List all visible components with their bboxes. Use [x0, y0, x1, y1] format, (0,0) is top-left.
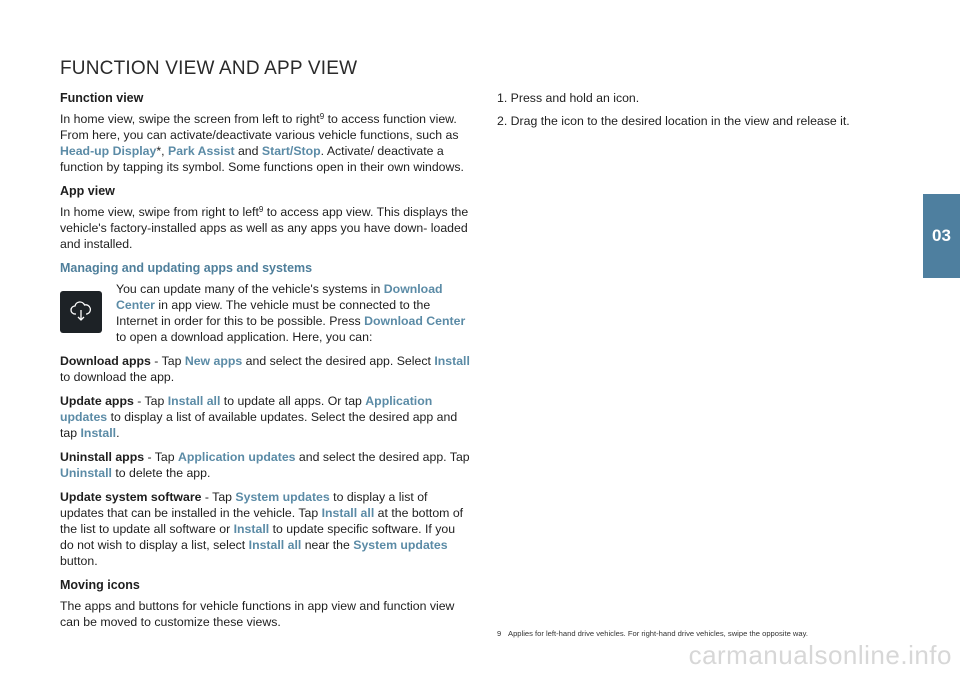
text-run: at the bottom of the list to update all software or [60, 506, 464, 536]
park-assist-term: Park Assist [168, 144, 235, 158]
application-updates-term: Application updates [178, 450, 296, 464]
text-run: - Tap [133, 394, 168, 408]
text-run: to delete the app. [111, 466, 211, 480]
term-label: Update apps [60, 394, 134, 408]
text-run: . [116, 426, 120, 440]
text-run: - Tap [150, 354, 185, 368]
footnote [497, 629, 917, 639]
install-term: Install [80, 426, 117, 440]
download-center-term: Download Center [364, 314, 466, 328]
steps-list [497, 90, 897, 129]
function-view-heading: Function view [60, 91, 144, 105]
footnote-ref: 9 [258, 205, 264, 214]
update-apps-item [60, 393, 470, 441]
text-run: to display a list of available updates. Select the desired app and tap [60, 410, 458, 440]
text-run: to access function view. From here, you can activate/deactivate various vehicle functions, such as [60, 112, 459, 142]
uninstall-term: Uninstall [60, 466, 112, 480]
left-column [60, 90, 470, 638]
install-term: Install [233, 522, 270, 536]
text-run: button. [60, 554, 98, 568]
step-item: 2. Drag the icon to the desired location in the view and release it. [497, 114, 850, 128]
install-term: Install [434, 354, 470, 368]
step-item: 1. Press and hold an icon. [497, 91, 640, 105]
text-run: to update all apps. Or tap [220, 394, 366, 408]
footnote-text: Applies for left-hand drive vehicles. For right-hand drive vehicles, swipe the opposite way. [508, 629, 808, 638]
cloud-download-icon [60, 291, 102, 333]
install-all-term: Install all [321, 506, 375, 520]
start-stop-term: Start/Stop [261, 144, 321, 158]
text-run: in app view. The vehicle must be connected to the Internet in order for this to be possible. Press [116, 298, 431, 328]
download-apps-item [60, 353, 470, 385]
moving-icons-heading: Moving icons [60, 578, 140, 592]
text-run: , [161, 144, 168, 158]
system-updates-term: System updates [235, 490, 330, 504]
term-label: Update system software [60, 490, 202, 504]
footnote-number: 9 [497, 629, 502, 638]
option-star: * [156, 144, 162, 158]
text-run: In home view, swipe from right to left [60, 205, 259, 219]
watermark-text: carmanualsonline.info [688, 640, 952, 670]
new-apps-term: New apps [184, 354, 243, 368]
application-updates-term: Application updates [60, 394, 433, 424]
install-all-term: Install all [248, 538, 302, 552]
term-label: Download apps [60, 354, 151, 368]
update-system-item [60, 489, 470, 569]
text-run: and select the desired app. Tap [295, 450, 470, 464]
page-title: FUNCTION VIEW AND APP VIEW [60, 58, 358, 79]
download-center-term: Download Center [116, 282, 443, 312]
text-run: to update specific software. If you do not wish to display a list, select [60, 522, 456, 552]
head-up-display-term: Head-up Display [60, 144, 157, 158]
text-run: to open a download application. Here, you can: [116, 330, 373, 344]
right-column [497, 90, 897, 136]
text-run: to access app view. This displays the vehicle's factory-installed apps as well as any apps you have down- loaded and installed. [60, 205, 469, 251]
moving-icons-text: The apps and buttons for vehicle functions in app view and function view can be moved to customize these views. [60, 599, 455, 629]
uninstall-apps-item [60, 449, 470, 481]
text-run: - Tap [144, 450, 178, 464]
managing-text [116, 281, 470, 345]
app-view-text [60, 204, 470, 252]
managing-heading: Managing and updating apps and systems [60, 261, 313, 275]
app-view-heading: App view [60, 184, 115, 198]
term-label: Uninstall apps [60, 450, 145, 464]
text-run: In home view, swipe the screen from left to right [60, 112, 320, 126]
chapter-tab: 03 [923, 194, 960, 278]
footnote-ref: 9 [319, 112, 325, 121]
install-all-term: Install all [167, 394, 221, 408]
system-updates-term: System updates [353, 538, 448, 552]
function-view-text [60, 111, 470, 175]
text-run: to download the app. [60, 370, 175, 384]
text-run: You can update many of the vehicle's systems in [116, 282, 384, 296]
text-run: . Activate/ deactivate a function by tapping its symbol. Some functions open in their own windows. [60, 144, 464, 174]
text-run: and select the desired app. Select [242, 354, 435, 368]
text-run: near the [301, 538, 354, 552]
text-run: to display a list of updates that can be installed in the vehicle. Tap [60, 490, 428, 520]
text-run: and [234, 144, 262, 158]
text-run: - Tap [201, 490, 236, 504]
download-center-block [60, 281, 470, 345]
